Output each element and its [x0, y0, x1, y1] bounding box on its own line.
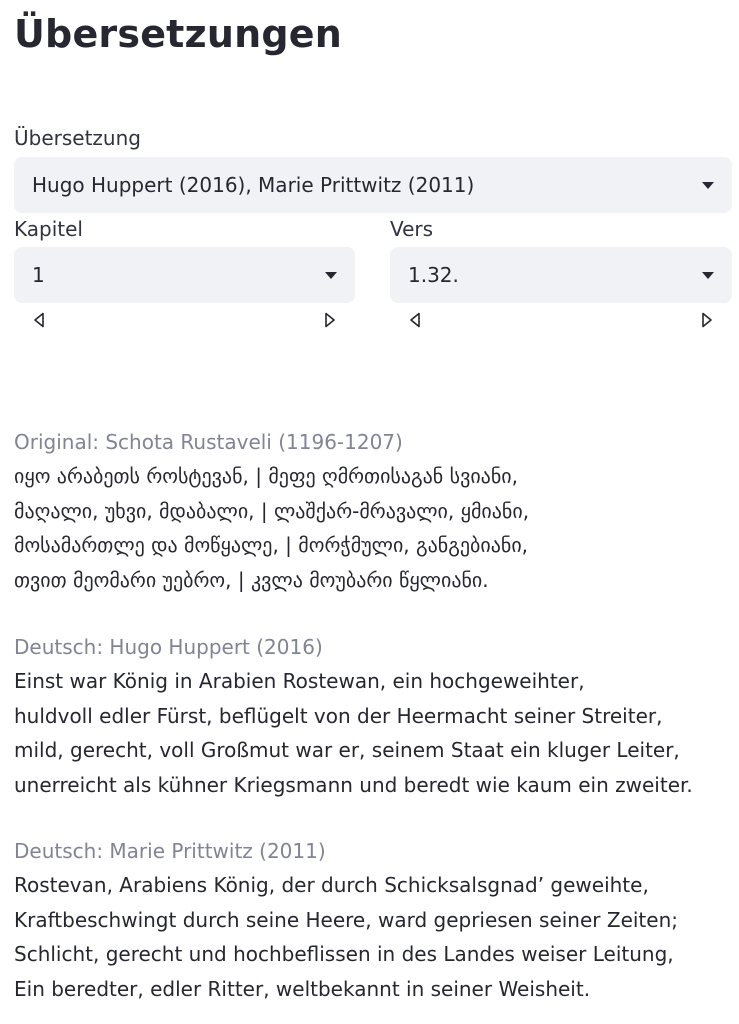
- huppert-text-block: [14, 630, 732, 802]
- triangle-left-icon: [33, 312, 45, 328]
- prittwitz-line: Kraftbeschwingt durch seine Heere, ward gepriesen seiner Zeiten;: [14, 907, 678, 932]
- prittwitz-text-block: [14, 834, 732, 1006]
- translation-select-value: Hugo Huppert (2016), Marie Prittwitz (2011): [32, 173, 475, 197]
- chapter-prev-button[interactable]: [29, 310, 49, 330]
- huppert-line: Einst war König in Arabien Rostewan, ein hochgeweihter,: [14, 669, 585, 693]
- huppert-heading: Deutsch: Hugo Huppert (2016): [14, 635, 323, 659]
- chevron-down-icon: [702, 272, 714, 279]
- chapter-select[interactable]: [14, 247, 355, 303]
- chapter-select-value: 1: [32, 263, 45, 287]
- huppert-line: mild, gerecht, voll Großmut war er, seinem Staat ein kluger Leiter,: [14, 738, 680, 762]
- prittwitz-line: Schlicht, gerecht und hochbeflissen in des Landes weiser Leitung,: [14, 942, 674, 966]
- triangle-right-icon: [701, 312, 713, 328]
- verse-prev-button[interactable]: [405, 310, 425, 330]
- original-line: მაღალი, უხვი, მდაბალი, | ლაშქარ-მრავალი, ყმიანი,: [14, 498, 530, 523]
- original-line: მოსამართლე და მოწყალე, | მორჭმული, განგებიანი,: [14, 533, 529, 557]
- translation-select[interactable]: [14, 157, 732, 213]
- verse-label: Vers: [390, 217, 434, 241]
- prittwitz-line: Rostevan, Arabiens König, der durch Schicksalsgnad’ geweihte,: [14, 873, 649, 897]
- verse-select[interactable]: [390, 247, 732, 303]
- original-line: იყო არაბეთს როსტევან, | მეფე ღმრთისაგან სვიანი,: [14, 464, 518, 488]
- original-line: თვით მეომარი უებრო, | კვლა მოუბარი წყლიანი.: [14, 567, 489, 592]
- chevron-down-icon: [325, 272, 337, 279]
- verse-select-value: 1.32.: [408, 263, 459, 287]
- triangle-right-icon: [324, 312, 336, 328]
- translation-label: Übersetzung: [14, 126, 141, 150]
- original-heading: Original: Schota Rustaveli (1196-1207): [14, 430, 403, 454]
- page-title: Übersetzungen: [14, 12, 342, 56]
- chapter-label: Kapitel: [14, 217, 83, 241]
- huppert-line: unerreicht als kühner Kriegsmann und beredt wie kaum ein zweiter.: [14, 772, 693, 797]
- prittwitz-heading: Deutsch: Marie Prittwitz (2011): [14, 839, 326, 863]
- triangle-left-icon: [409, 312, 421, 328]
- chapter-next-button[interactable]: [320, 310, 340, 330]
- prittwitz-line: Ein beredter, edler Ritter, weltbekannt in seiner Weisheit.: [14, 976, 591, 1001]
- huppert-line: huldvoll edler Fürst, beflügelt von der Heermacht seiner Streiter,: [14, 703, 663, 728]
- chevron-down-icon: [702, 182, 714, 189]
- original-text-block: [14, 425, 732, 597]
- verse-next-button[interactable]: [697, 310, 717, 330]
